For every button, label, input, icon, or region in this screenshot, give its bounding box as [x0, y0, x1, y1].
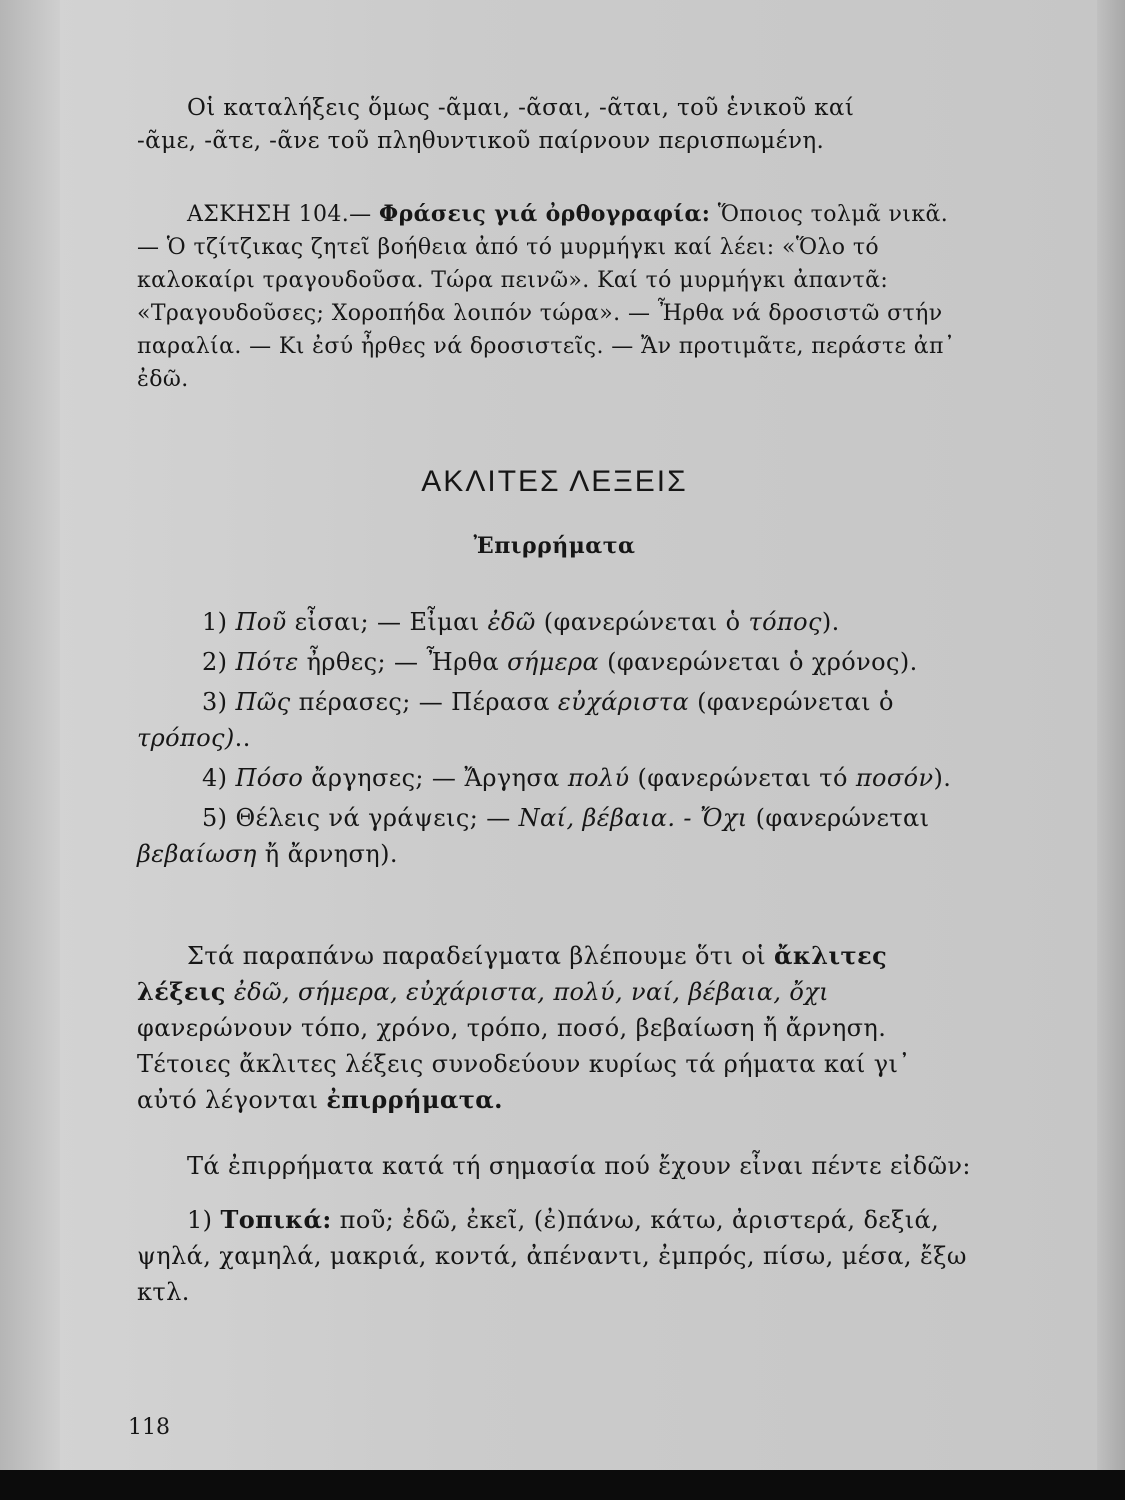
scan-border [0, 1470, 1125, 1500]
kinds-item-1: 1) Τοπικά: ποῦ; ἐδῶ, ἐκεῖ, (ἐ)πάνω, κάτω, ἀριστερά, δεξιά, ψηλά, χαμηλά, μακριά, κοντά, ἀπέναντι, ἐμπρός, πίσω, μέσα, ἔξω κτλ. [137, 1205, 967, 1306]
kinds-section [137, 1148, 972, 1328]
example-item: 3) Πῶς πέρασες; — Πέρασα εὐχάριστα (φανερώνεται ὁ τρόπος).. [137, 688, 894, 752]
kinds-intro: Τά ἐπιρρήματα κατά τή σημασία πού ἔχουν εἶναι πέντε εἰδῶν: [187, 1152, 971, 1180]
intro-paragraph [137, 92, 972, 158]
term-akl-lexeis: ἄκλιτες λέξεις [137, 941, 888, 1006]
section-subtitle: Ἐπιρρήματα [473, 533, 636, 559]
example-item: 1) Ποῦ εἶσαι; — Εἶμαι ἐδῶ (φανερώνεται ὁ τόπος). [202, 608, 840, 636]
example-item: 4) Πόσο ἄργησες; — Ἄργησα πολύ (φανερώνεται τό ποσόν). [202, 764, 952, 792]
exercise-label: ΑΣΚΗΣΗ 104.— [187, 202, 372, 227]
intro-line-2: -ᾶμε, -ᾶτε, -ᾶνε τοῦ πληθυντικοῦ παίρνουν περισπωμένη. [137, 128, 825, 154]
explanation-paragraph: Στά παραπάνω παραδείγματα βλέπουμε ὅτι οἱ ἄκλιτες λέξεις ἐδῶ, σήμερα, εὐχάριστα, πολύ, ναί, βέβαια, ὄχι φανερώνουν τόπο, χρόνο, τρόπο, ποσό, βεβαίωση ἤ ἄρνηση. Τέτοιες ἄκλιτες λέξεις συνοδεύουν κυρίως τά ρήματα καί γι᾽ αὐτό λέγονται ἐπιρρήματα. [137, 941, 911, 1114]
page-number: 118 [128, 1415, 170, 1440]
example-item: 2) Πότε ἦρθες; — Ἦρθα σήμερα (φανερώνεται ὁ χρόνος). [202, 648, 918, 676]
section-title: ΑΚΛΙΤΕΣ ΛΕΞΕΙΣ [421, 465, 688, 498]
examples-list [137, 604, 972, 876]
example-item: 5) Θέλεις νά γράψεις; — Ναί, βέβαια. - Ὄχι (φανερώνεται βεβαίωση ἤ ἄρνηση). [137, 804, 930, 868]
exercise-title: Φράσεις γιά ὀρθογραφία: [379, 201, 711, 227]
intro-line-1: Οἱ καταλήξεις ὅμως -ᾶμαι, -ᾶσαι, -ᾶται, τοῦ ἑνικοῦ καί [187, 95, 855, 121]
kinds-item-1-title: Τοπικά: [220, 1205, 332, 1234]
exercise-paragraph [137, 198, 972, 396]
binding-shadow [0, 0, 60, 1470]
page-edge [1097, 0, 1125, 1470]
term-epirrimata: ἐπιρρήματα. [326, 1085, 503, 1114]
example-words: ἐδῶ, σήμερα, εὐχάριστα, πολύ, ναί, βέβαια, ὄχι [233, 978, 829, 1006]
exercise-text: Ὅποιος τολμᾶ νικᾶ. — Ὁ τζίτζικας ζητεῖ βοήθεια ἀπό τό μυρμήγκι καί λέει: «Ὅλο τό καλοκαίρι τραγουδοῦσα. Τώρα πεινῶ». Καί τό μυρμήγκι ἀπαντᾶ: «Τραγουδοῦσες; Χοροπήδα λοιπόν τώρα». — Ἦρθα νά δροσιστῶ στήν παραλία. — Κι ἐσύ ἦρθες νά δροσιστεῖς. — Ἄν προτιμᾶτε, περάστε ἀπ᾽ ἐδῶ. [137, 202, 956, 392]
